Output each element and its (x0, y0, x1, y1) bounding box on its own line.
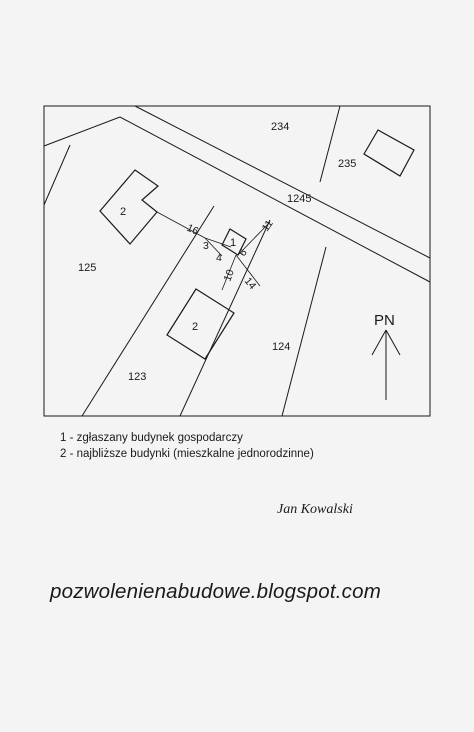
neighbor-building-west (100, 170, 158, 244)
distance-10-label: 10 (221, 267, 237, 284)
parcel-123-label: 123 (128, 371, 147, 383)
website-url: pozwolenienabudowe.blogspot.com (50, 580, 382, 603)
legend-line-2: 2 - najbliższe budynki (mieszkalne jednorodzinne) (60, 448, 314, 460)
buildings (100, 130, 414, 359)
building-proposed-label: 1 (230, 237, 237, 249)
distance-4-label: 4 (216, 252, 222, 264)
distance-11-label: 11 (259, 217, 276, 234)
legend (60, 430, 314, 462)
parcel-125-label: 125 (78, 262, 97, 274)
legend-line-1: 1 - zgłaszany budynek gospodarczy (60, 432, 243, 444)
parcel-boundaries (44, 106, 430, 416)
distance-14-label: 14 (241, 275, 259, 292)
parcel-235-building (364, 130, 414, 176)
distance-16-label: 16 (184, 221, 201, 238)
parcel-124-label: 124 (272, 341, 291, 353)
neighbor-building-south (167, 289, 234, 359)
signature: Jan Kowalski (277, 502, 353, 517)
north-arrow-icon (372, 330, 400, 400)
parcel-234-label: 234 (271, 121, 290, 133)
parcel-235-label: 235 (338, 158, 357, 170)
building-west-label: 2 (120, 206, 127, 218)
distance-3-label: 3 (203, 240, 209, 252)
plan-frame (44, 106, 430, 416)
north-label: PN (374, 312, 395, 329)
distance-6-label: 6 (236, 247, 250, 259)
parcel-1245-label: 1245 (287, 193, 312, 205)
building-south-label: 2 (192, 321, 199, 333)
